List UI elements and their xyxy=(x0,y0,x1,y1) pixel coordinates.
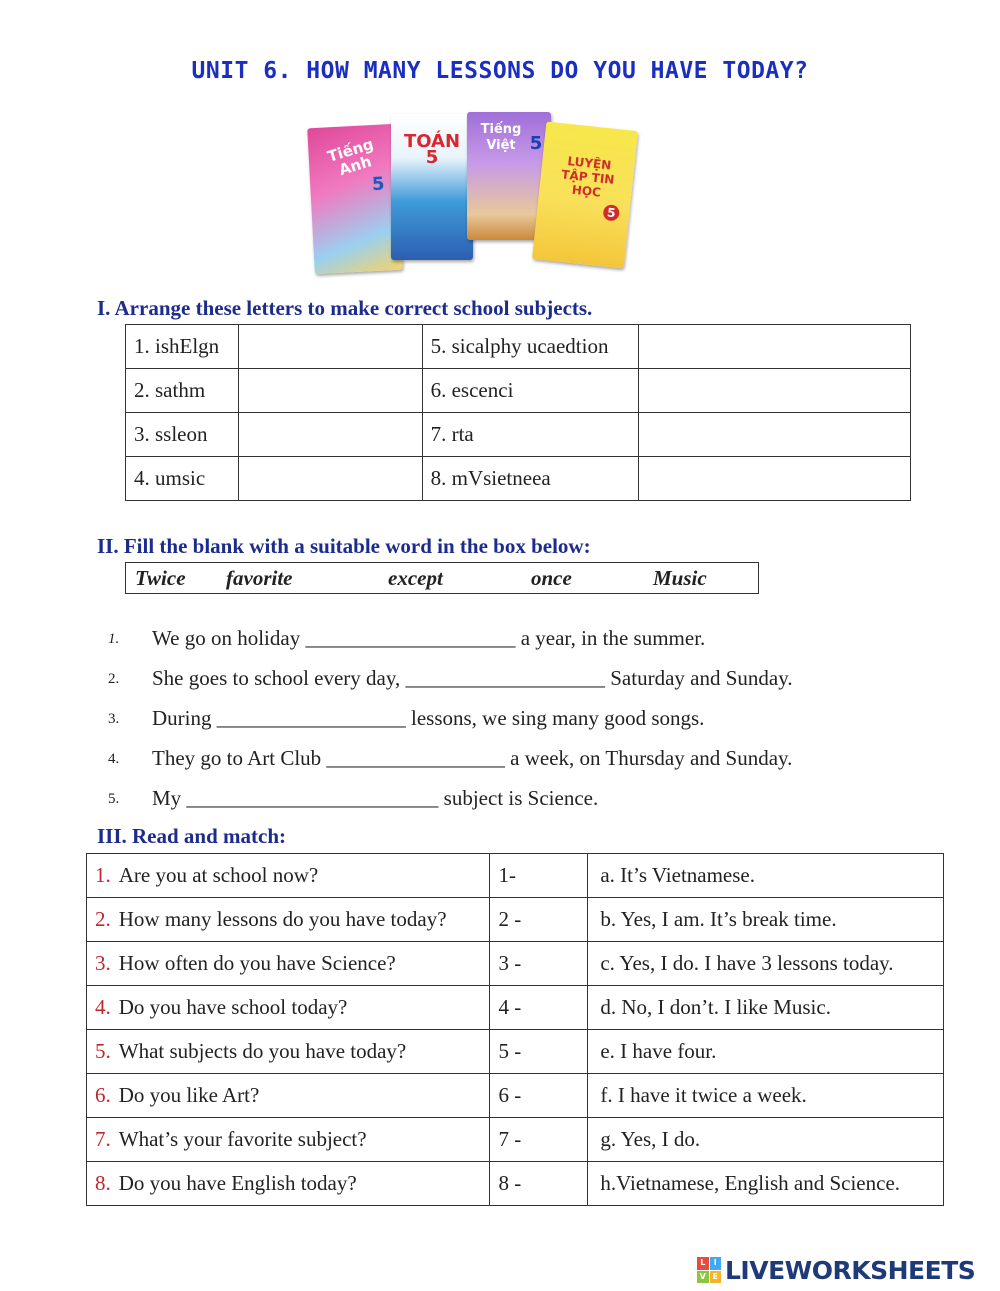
match-table xyxy=(86,853,944,1206)
worksheet-title: UNIT 6. HOW MANY LESSONS DO YOU HAVE TODAY? xyxy=(191,58,809,84)
scrambled-words-table xyxy=(125,324,911,501)
scrambled-word: 2. sathm xyxy=(126,369,239,413)
question-text: Are you at school now? xyxy=(118,863,319,887)
table-row xyxy=(87,1118,944,1162)
question-text: What’s your favorite subject? xyxy=(118,1127,367,1151)
fill-blank-sentence[interactable]: She goes to school every day, ___________________ Saturday and Sunday. xyxy=(152,666,793,690)
scrambled-word: 3. ssleon xyxy=(126,413,239,457)
answer-text: c. Yes, I do. I have 3 lessons today. xyxy=(588,942,944,986)
scrambled-word: 7. rta xyxy=(422,413,639,457)
answer-cell[interactable] xyxy=(238,325,422,369)
match-slot[interactable]: 8 - xyxy=(490,1162,588,1206)
question-number: 7. xyxy=(95,1127,111,1151)
word-option: Music xyxy=(653,566,707,590)
word-option: favorite xyxy=(226,566,293,590)
word-option: once xyxy=(531,566,572,590)
question-cell xyxy=(87,1162,490,1206)
table-row xyxy=(126,413,911,457)
sentence-number: 1. xyxy=(108,631,120,647)
match-slot[interactable]: 3 - xyxy=(490,942,588,986)
question-cell xyxy=(87,1030,490,1074)
answer-text: h.Vietnamese, English and Science. xyxy=(588,1162,944,1206)
table-row xyxy=(126,325,911,369)
answer-text: b. Yes, I am. It’s break time. xyxy=(588,898,944,942)
table-row xyxy=(87,942,944,986)
question-text: How often do you have Science? xyxy=(118,951,396,975)
answer-text: d. No, I don’t. I like Music. xyxy=(588,986,944,1030)
question-cell xyxy=(87,1074,490,1118)
question-text: Do you have school today? xyxy=(118,995,348,1019)
scrambled-word: 6. escenci xyxy=(422,369,639,413)
question-cell xyxy=(87,986,490,1030)
table-row xyxy=(126,457,911,501)
word-box xyxy=(125,562,759,594)
fill-blank-sentence[interactable]: We go on holiday ____________________ a year, in the summer. xyxy=(152,626,706,650)
question-number: 8. xyxy=(95,1171,111,1195)
answer-cell[interactable] xyxy=(238,413,422,457)
table-row xyxy=(87,854,944,898)
liveworksheets-logo-icon: L I V E xyxy=(697,1257,721,1283)
match-slot[interactable]: 5 - xyxy=(490,1030,588,1074)
question-number: 6. xyxy=(95,1083,111,1107)
fill-blank-sentence[interactable]: They go to Art Club _________________ a week, on Thursday and Sunday. xyxy=(152,746,793,770)
book-cover-vietnamese: Tiếng Việt 5 xyxy=(467,112,551,240)
match-slot[interactable]: 1- xyxy=(490,854,588,898)
table-row xyxy=(126,369,911,413)
answer-cell[interactable] xyxy=(639,413,911,457)
table-row xyxy=(87,986,944,1030)
question-text: Do you have English today? xyxy=(118,1171,357,1195)
fill-blank-sentence[interactable]: My ________________________ subject is Science. xyxy=(152,786,599,810)
sentence-number: 2. xyxy=(108,671,120,687)
question-cell xyxy=(87,942,490,986)
answer-text: a. It’s Vietnamese. xyxy=(588,854,944,898)
answer-cell[interactable] xyxy=(639,325,911,369)
section-3-heading: III. Read and match: xyxy=(97,824,287,848)
question-cell xyxy=(87,854,490,898)
match-slot[interactable]: 7 - xyxy=(490,1118,588,1162)
answer-cell[interactable] xyxy=(238,457,422,501)
match-slot[interactable]: 6 - xyxy=(490,1074,588,1118)
match-slot[interactable]: 2 - xyxy=(490,898,588,942)
table-row xyxy=(87,1030,944,1074)
logo-text: LIVEWORKSHEETS xyxy=(725,1255,976,1285)
scrambled-word: 1. ishElgn xyxy=(126,325,239,369)
book-cover-informatics: LUYỆN TẬP TIN HỌC 5 xyxy=(532,122,638,269)
section-2-heading: II. Fill the blank with a suitable word in the box below: xyxy=(97,534,591,558)
sentence-number: 3. xyxy=(108,711,120,727)
textbook-covers-image xyxy=(305,108,645,276)
sentence-number: 4. xyxy=(108,751,120,767)
table-row xyxy=(87,1074,944,1118)
question-number: 3. xyxy=(95,951,111,975)
question-text: How many lessons do you have today? xyxy=(118,907,447,931)
question-cell xyxy=(87,898,490,942)
answer-text: g. Yes, I do. xyxy=(588,1118,944,1162)
table-row xyxy=(87,898,944,942)
question-number: 5. xyxy=(95,1039,111,1063)
match-slot[interactable]: 4 - xyxy=(490,986,588,1030)
answer-cell[interactable] xyxy=(238,369,422,413)
sentence-number: 5. xyxy=(108,791,120,807)
section-1-heading: I. Arrange these letters to make correct school subjects. xyxy=(97,296,593,320)
book-cover-math: TOÁN 5 xyxy=(391,114,473,260)
answer-cell[interactable] xyxy=(639,457,911,501)
question-text: What subjects do you have today? xyxy=(118,1039,407,1063)
question-number: 4. xyxy=(95,995,111,1019)
book-cover-english: Tiếng Anh 5 xyxy=(307,124,403,274)
answer-text: e. I have four. xyxy=(588,1030,944,1074)
fill-blank-sentence[interactable]: During __________________ lessons, we sing many good songs. xyxy=(152,706,705,730)
word-option: except xyxy=(388,566,443,590)
word-option: Twice xyxy=(135,566,186,590)
answer-text: f. I have it twice a week. xyxy=(588,1074,944,1118)
answer-cell[interactable] xyxy=(639,369,911,413)
question-number: 2. xyxy=(95,907,111,931)
question-number: 1. xyxy=(95,863,111,887)
scrambled-word: 5. sicalphy ucaedtion xyxy=(422,325,639,369)
scrambled-word: 4. umsic xyxy=(126,457,239,501)
table-row xyxy=(87,1162,944,1206)
question-text: Do you like Art? xyxy=(118,1083,260,1107)
question-cell xyxy=(87,1118,490,1162)
scrambled-word: 8. mVsietneea xyxy=(422,457,639,501)
liveworksheets-logo xyxy=(697,1254,993,1286)
